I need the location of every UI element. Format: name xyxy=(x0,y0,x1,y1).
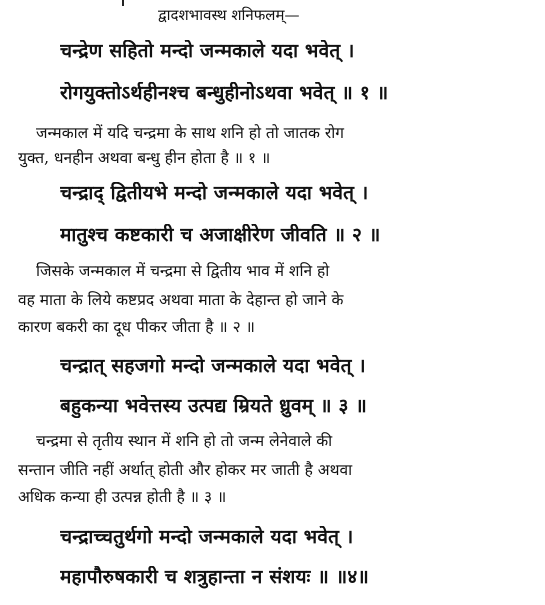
verse-line: चन्द्रात् सहजगो मन्दो जन्मकाले यदा भवेत् । xyxy=(60,355,366,377)
prose-line: सन्तान जीति नहीं अर्थात् होती और होकर मर जाती है अथवा xyxy=(18,461,353,479)
prose-line: अधिक कन्या ही उत्पन्न होती है ॥ ३ ॥ xyxy=(18,488,227,506)
prose-line: वह माता के लिये कष्टप्रद अथवा माता के देहान्त हो जाने के xyxy=(18,291,344,309)
verse-line: रोगयुक्तोऽर्थहीनश्च बन्धुहीनोऽथवा भवेत् ॥ १ ॥ xyxy=(60,82,389,104)
verse-line: चन्द्राच्चतुर्थगो मन्दो जन्मकाले यदा भवेत् । xyxy=(60,526,354,548)
verse-line: बहुकन्या भवेत्तस्य उत्पद्य म्रियते ध्रुवम् ॥ ३ ॥ xyxy=(60,395,367,417)
verse-line: चन्द्रेण सहितो मन्दो जन्मकाले यदा भवेत् । xyxy=(60,40,355,62)
verse-line: महापौरुषकारी च शत्रुहान्ता न संशयः ॥ ॥४॥ xyxy=(60,566,369,588)
verse-line: मातुश्च कष्टकारी च अजाक्षीरेण जीवति ॥ २ ॥ xyxy=(60,224,381,246)
prose-line: जन्मकाल में यदि चन्द्रमा के साथ शनि हो तो जातक रोग xyxy=(36,124,344,142)
prose-line: युक्त, धनहीन अथवा बन्धु हीन होता है ॥ १ ॥ xyxy=(18,149,271,167)
page-mark xyxy=(122,0,124,6)
prose-line: कारण बकरी का दूध पीकर जीता है ॥ २ ॥ xyxy=(18,318,255,336)
prose-line: चन्द्रमा से तृतीय स्थान में शनि हो तो जन्म लेनेवाले की xyxy=(36,432,333,450)
prose-line: जिसके जन्मकाल में चन्द्रमा से द्वितीय भाव में शनि हो xyxy=(36,262,330,280)
verse-line: चन्द्राद् द्वितीयभे मन्दो जन्मकाले यदा भवेत् । xyxy=(60,182,369,204)
section-heading: द्वादशभावस्थ शनिफलम्— xyxy=(158,6,300,24)
